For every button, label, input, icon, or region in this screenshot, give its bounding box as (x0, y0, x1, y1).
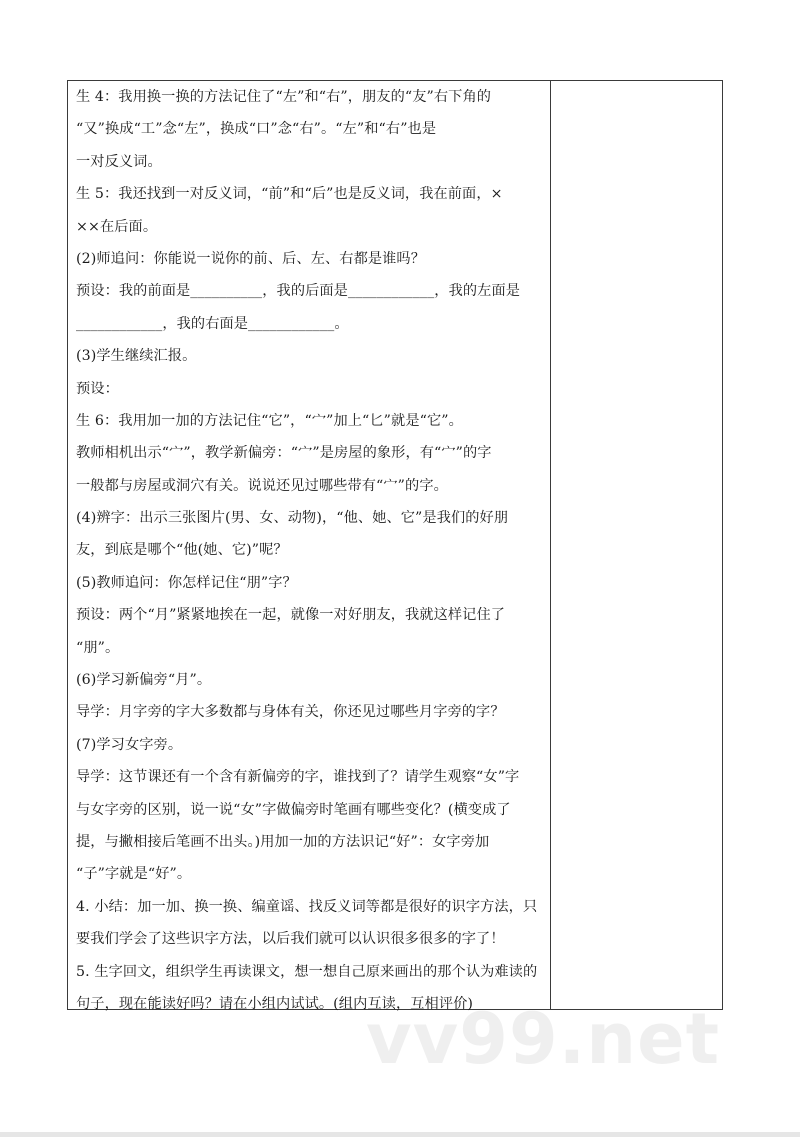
content-line: 一般都与房屋或洞穴有关。说说还见过哪些带有“宀”的字。 (76, 477, 448, 494)
content-line: 友，到底是哪个“他(她、它)”呢？ (76, 542, 288, 559)
content-line: 5. 生字回文，组织学生再读课文，想一想自己原来画出的那个认为难读的 (76, 963, 538, 980)
notes-cell-empty (551, 81, 722, 1009)
content-line: 生 4：我用换一换的方法记住了“左”和“右”，朋友的“友”右下角的 (76, 89, 492, 105)
content-line: (6)学习新偏旁“月”。 (76, 672, 212, 689)
content-line: 生 6：我用加一加的方法记住“它”，“宀”加上“匕”就是“它”。 (76, 412, 463, 429)
content-line: 导学：月字旁的字大多数都与身体有关，你还见过哪些月字旁的字？ (76, 704, 505, 721)
content-line: “又”换成“工”念“左”，换成“口”念“右”。“左”和“右”也是 (76, 121, 437, 138)
content-line: 导学：这节课还有一个含有新偏旁的字，谁找到了？请学生观察“女”字 (76, 769, 520, 786)
content-line: 生 5：我还找到一对反义词，“前”和“后”也是反义词，我在前面，× (76, 186, 503, 203)
content-line: (4)辨字：出示三张图片(男、女、动物)，“他、她、它”是我们的好朋 (76, 510, 509, 527)
content-line: 与女字旁的区别，说一说“女”字做偏旁时笔画有哪些变化？(横变成了 (76, 801, 511, 818)
content-line: 预设：两个“月”紧紧地挨在一起，就像一对好朋友，我就这样记住了 (76, 607, 506, 624)
content-line: ____________，我的右面是____________。 (76, 315, 349, 332)
content-line: (2)师追问：你能说一说你的前、后、左、右都是谁吗？ (76, 250, 426, 267)
lesson-content-cell (76, 81, 542, 1012)
content-line: 要我们学会了这些识字方法，以后我们就可以认识很多很多的字了！ (76, 931, 505, 948)
content-line: 提，与撇相接后笔画不出头。)用加一加的方法识记“好”：女字旁加 (76, 833, 490, 850)
content-line: 4. 小结：加一加、换一换、编童谣、找反义词等都是很好的识字方法，只 (76, 898, 538, 915)
content-line: (5)教师追问：你怎样记住“朋”字？ (76, 574, 297, 591)
content-line: 句子，现在能读好吗？请在小组内试试。(组内互读，互相评价) (76, 995, 474, 1012)
site-watermark: vv99.net (366, 998, 721, 1080)
content-line: 一对反义词。 (76, 153, 162, 170)
content-line: “子”字就是“好”。 (76, 866, 192, 883)
content-line: (7)学习女字旁。 (76, 736, 183, 753)
page-bottom-edge (0, 1132, 800, 1137)
lesson-plan-table (67, 80, 723, 1010)
content-line: “朋”。 (76, 639, 120, 656)
content-line: 教师相机出示“宀”，教学新偏旁：“宀”是房屋的象形，有“宀”的字 (76, 445, 492, 462)
content-line: 预设：我的前面是__________，我的后面是____________，我的左面是 (76, 283, 521, 300)
content-line: (3)学生继续汇报。 (76, 348, 197, 365)
content-line: ××在后面。 (76, 218, 158, 235)
content-line: 预设： (76, 380, 119, 397)
